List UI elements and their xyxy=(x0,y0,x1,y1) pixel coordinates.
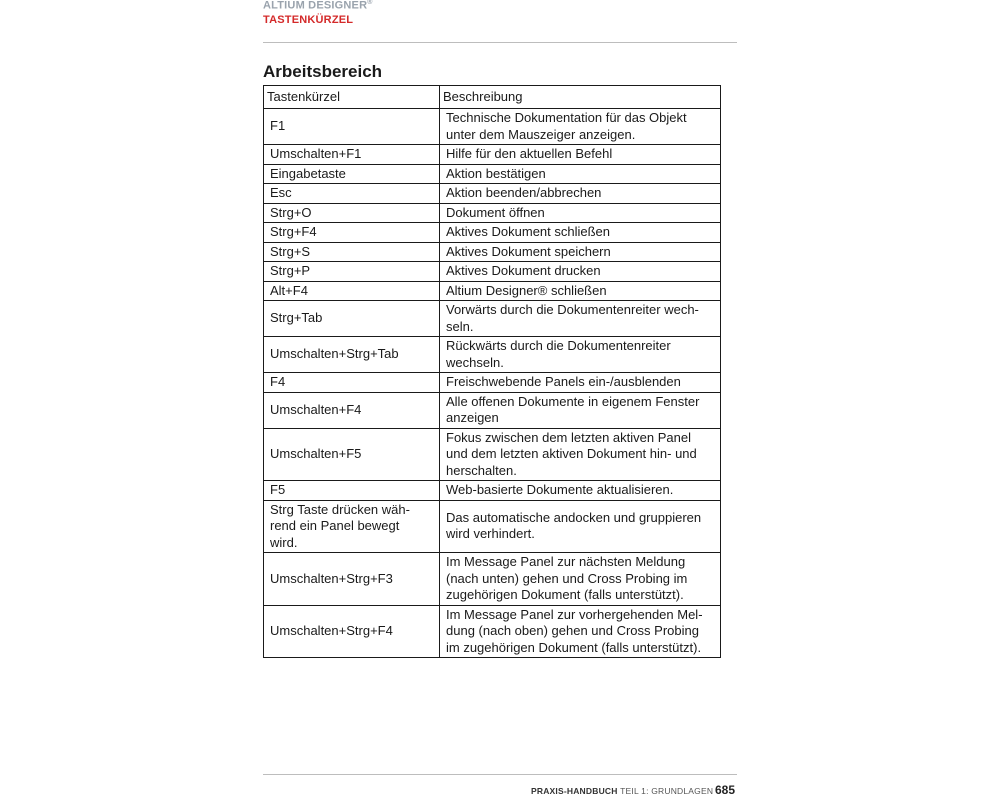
description-cell xyxy=(440,262,721,282)
description-cell xyxy=(440,500,721,553)
description-line: Fokus zwischen dem letzten aktiven Panel xyxy=(446,429,691,445)
description-line: Im Message Panel zur nächsten Meldung xyxy=(446,554,686,569)
description-line: wechseln. xyxy=(446,354,504,370)
description-line: Das automatische andocken und gruppieren xyxy=(446,509,702,525)
description-line: Altium Designer® schließen xyxy=(446,282,607,298)
shortcut-key: Strg+O xyxy=(270,204,312,220)
description-cell xyxy=(440,145,721,165)
description-cell xyxy=(440,428,721,481)
description-line: anzeigen xyxy=(446,410,499,425)
table-row xyxy=(264,223,721,243)
brand-title: ALTIUM DESIGNER® xyxy=(263,0,373,12)
description-line: zugehörigen Dokument (falls unterstützt). xyxy=(446,587,684,602)
shortcut-cell xyxy=(264,223,440,243)
description-line: Aktives Dokument drucken xyxy=(446,263,601,278)
description-cell xyxy=(440,281,721,301)
description-line: Vorwärts durch die Dokumentenreiter wech- xyxy=(446,302,699,317)
description-cell xyxy=(440,223,721,243)
table-row xyxy=(264,553,721,606)
description-line: im zugehörigen Dokument (falls unterstützt). xyxy=(446,639,702,655)
column-header-description: Beschreibung xyxy=(440,86,721,109)
shortcut-cell xyxy=(264,605,440,658)
description-line: (nach unten) gehen und Cross Probing im xyxy=(446,570,688,586)
table-body xyxy=(264,109,721,658)
table-row xyxy=(264,109,721,145)
shortcut-key: Strg+Tab xyxy=(270,310,323,326)
header-divider xyxy=(263,42,737,43)
table-header-row xyxy=(264,86,721,109)
description-cell xyxy=(440,109,721,145)
description-line: Technische Dokumentation für das Objekt xyxy=(446,110,687,125)
chapter-subtitle: TASTENKÜRZEL xyxy=(263,13,354,26)
description-line: Aktion bestätigen xyxy=(446,165,546,181)
shortcut-key: Umschalten+F4 xyxy=(270,401,362,417)
book-part: TEIL 1: GRUNDLAGEN xyxy=(620,786,714,796)
description-line: Dokument öffnen xyxy=(446,204,545,220)
description-cell xyxy=(440,373,721,393)
description-cell xyxy=(440,553,721,606)
section-title: Arbeitsbereich xyxy=(263,62,383,81)
table-row xyxy=(264,281,721,301)
shortcut-key: Umschalten+Strg+F3 xyxy=(270,570,393,586)
shortcut-key: Umschalten+Strg+Tab xyxy=(270,346,399,362)
description-line: Im Message Panel zur vorhergehenden Mel- xyxy=(446,606,703,622)
shortcut-key: Umschalten+Strg+F4 xyxy=(270,623,393,638)
shortcut-line: wird. xyxy=(270,534,298,550)
description-line: Aktion beenden/abbrechen xyxy=(446,185,602,200)
shortcut-cell xyxy=(264,337,440,373)
footer-divider xyxy=(263,774,737,775)
shortcut-cell xyxy=(264,164,440,184)
book-title: PRAXIS-HANDBUCH xyxy=(531,786,618,796)
table-row xyxy=(264,184,721,204)
table-row xyxy=(264,145,721,165)
shortcut-cell xyxy=(264,281,440,301)
shortcut-cell xyxy=(264,500,440,553)
table-row xyxy=(264,428,721,481)
shortcut-key: Strg+F4 xyxy=(270,224,317,239)
shortcut-cell xyxy=(264,262,440,282)
description-line: Hilfe für den aktuellen Befehl xyxy=(446,146,613,161)
description-line: wird verhindert. xyxy=(446,526,535,542)
shortcut-cell xyxy=(264,373,440,393)
shortcut-key: F4 xyxy=(270,374,286,389)
shortcut-cell xyxy=(264,242,440,262)
table-row xyxy=(264,262,721,282)
description-line: Freischwebende Panels ein-/ausblenden xyxy=(446,374,681,389)
description-line: unter dem Mauszeiger anzeigen. xyxy=(446,126,636,142)
shortcut-cell xyxy=(264,553,440,606)
description-cell xyxy=(440,301,721,337)
shortcut-table xyxy=(263,85,721,658)
description-cell xyxy=(440,242,721,262)
shortcut-cell xyxy=(264,392,440,428)
description-cell xyxy=(440,203,721,223)
shortcut-line: rend ein Panel bewegt xyxy=(270,518,400,533)
shortcut-key: Eingabetaste xyxy=(270,165,346,181)
shortcut-cell xyxy=(264,428,440,481)
shortcut-key: Alt+F4 xyxy=(270,282,308,298)
shortcut-cell xyxy=(264,301,440,337)
description-line: Alle offenen Dokumente in eigenem Fenster xyxy=(446,393,700,409)
running-header xyxy=(263,0,373,27)
shortcut-cell xyxy=(264,184,440,204)
description-cell xyxy=(440,337,721,373)
description-cell xyxy=(440,605,721,658)
table-row xyxy=(264,605,721,658)
description-line: Rückwärts durch die Dokumentenreiter xyxy=(446,338,671,353)
shortcut-key: F5 xyxy=(270,482,286,497)
description-line: Aktives Dokument schließen xyxy=(446,224,611,239)
running-footer xyxy=(531,786,713,796)
description-line: Aktives Dokument speichern xyxy=(446,243,611,259)
description-cell xyxy=(440,392,721,428)
description-cell xyxy=(440,184,721,204)
table-row xyxy=(264,164,721,184)
shortcut-key: Umschalten+F5 xyxy=(270,446,362,461)
table-row xyxy=(264,392,721,428)
description-cell xyxy=(440,164,721,184)
description-line: herschalten. xyxy=(446,462,517,478)
description-line: dung (nach oben) gehen und Cross Probing xyxy=(446,623,699,638)
table-row xyxy=(264,242,721,262)
shortcut-cell xyxy=(264,203,440,223)
shortcut-cell xyxy=(264,145,440,165)
page-number: 685 xyxy=(715,783,736,797)
shortcut-key: F1 xyxy=(270,118,286,134)
shortcut-cell xyxy=(264,109,440,145)
table-row xyxy=(264,373,721,393)
description-line: seln. xyxy=(446,318,474,334)
description-line: Web-basierte Dokumente aktualisieren. xyxy=(446,482,674,497)
description-line: und dem letzten aktiven Dokument hin- und xyxy=(446,446,697,461)
table-row xyxy=(264,481,721,501)
shortcut-cell xyxy=(264,481,440,501)
description-cell xyxy=(440,481,721,501)
column-header-shortcut: Tastenkürzel xyxy=(264,86,440,109)
shortcut-line: Strg Taste drücken wäh- xyxy=(270,501,410,517)
table-row xyxy=(264,500,721,553)
shortcut-key: Strg+S xyxy=(270,243,311,259)
table-row xyxy=(264,203,721,223)
table-row xyxy=(264,301,721,337)
shortcut-key: Umschalten+F1 xyxy=(270,146,362,161)
table-row xyxy=(264,337,721,373)
shortcut-key: Strg+P xyxy=(270,263,311,278)
shortcut-key: Esc xyxy=(270,185,292,200)
